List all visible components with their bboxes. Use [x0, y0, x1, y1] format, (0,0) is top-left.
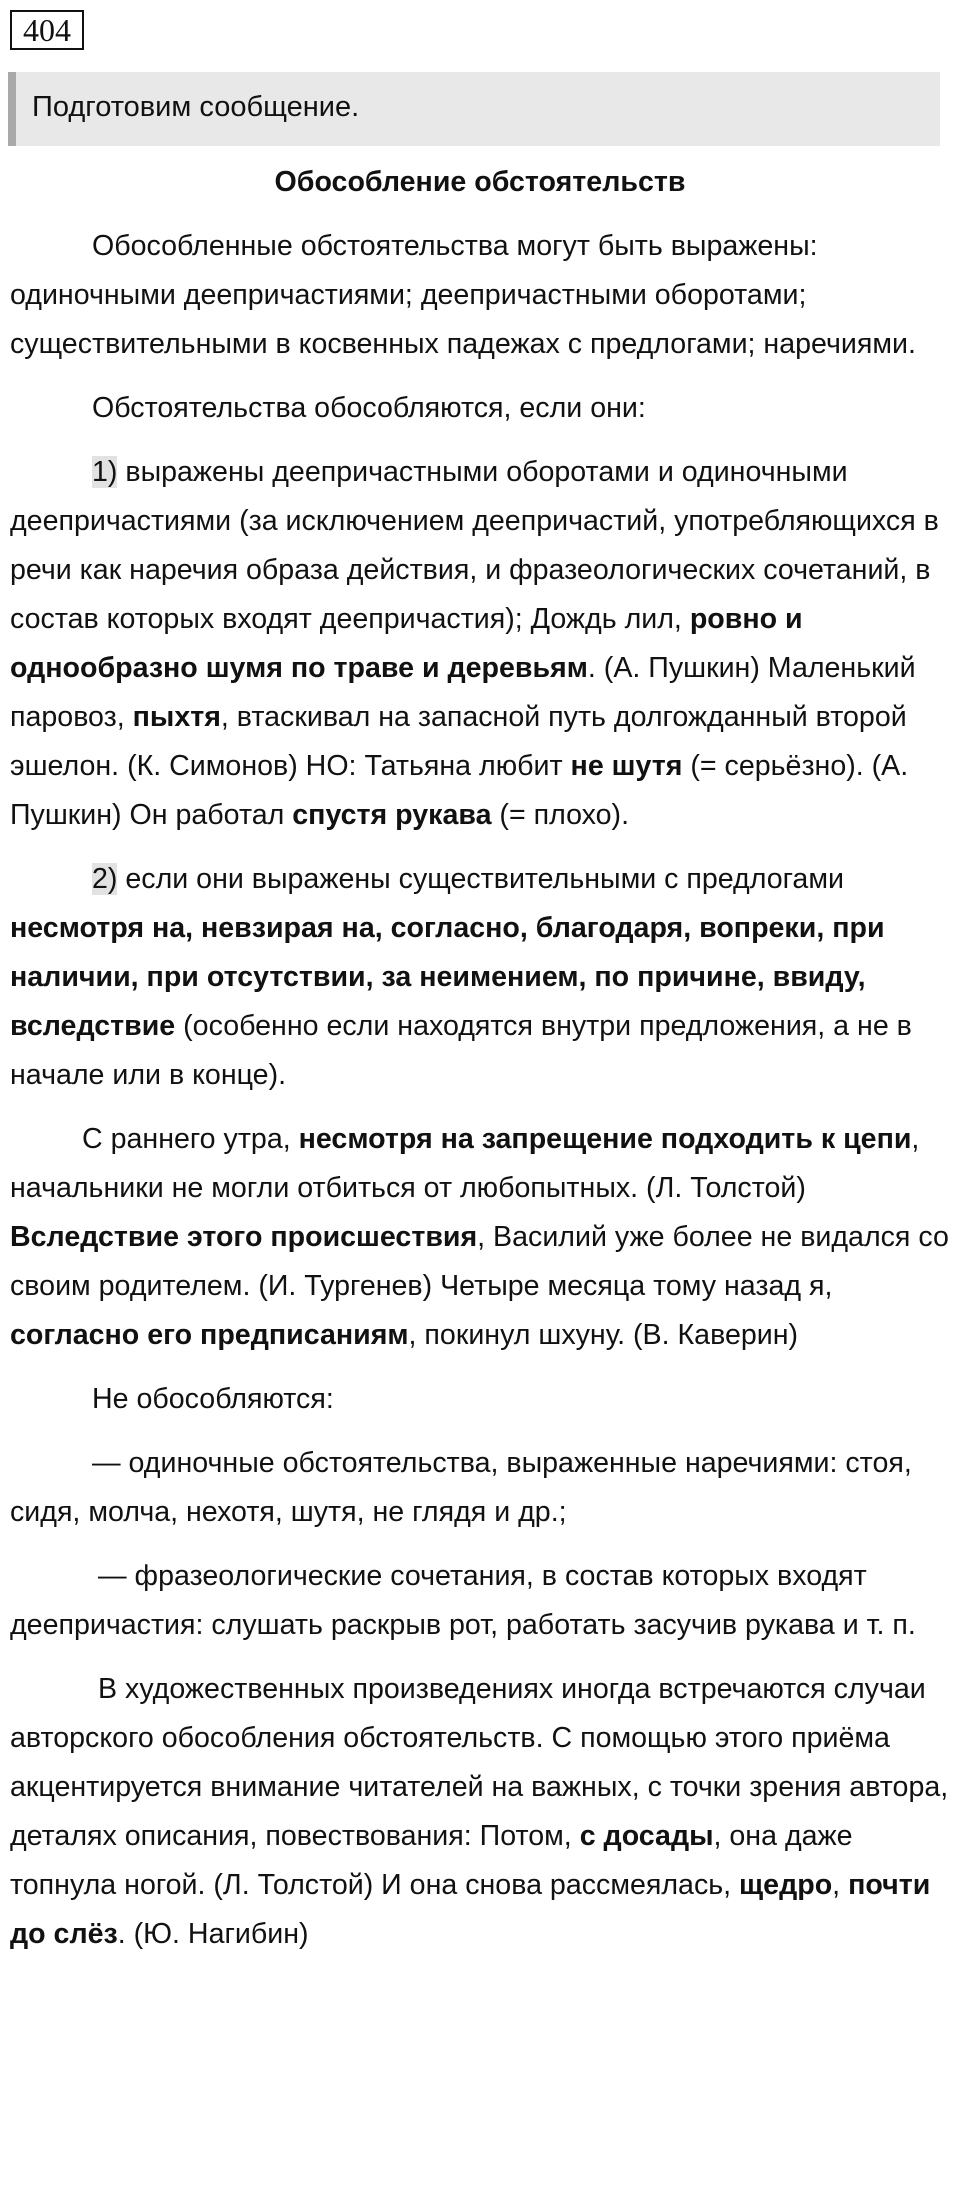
paragraph-conditions: Обстоятельства обособляются, если они:	[92, 392, 646, 424]
example-bold: не шутя	[570, 750, 683, 782]
paragraph-final: В художественных произведениях иногда встречаются случаи авторского обособления обстоятельств. С помощью этого приёма акцентируется внимание читателей на важных, с точки зрения автора, деталях описания, повествования: Потом, с досады, она даже топнула ногой. (Л. Толстой) И она снова рассмеялась, щедро, почти до слёз. (Ю. Нагибин)	[10, 1673, 949, 1950]
example-bold: щедро	[739, 1869, 833, 1901]
paragraph-intro: Обособленные обстоятельства могут быть выражены: одиночными деепричастиями; деепричастными оборотами; существительными в косвенных падежах с предлогами; наречиями.	[10, 230, 916, 360]
example-bold: Вследствие этого происшествия	[10, 1221, 478, 1253]
task-number: 404	[10, 10, 84, 50]
example-bold: пыхтя	[132, 701, 221, 733]
section-banner	[8, 72, 940, 146]
example-bold: с досады	[579, 1820, 714, 1852]
item-number: 1)	[92, 456, 118, 488]
example-bold: несмотря на запрещение подходить к цепи	[298, 1123, 912, 1155]
paragraph-examples: С раннего утра, несмотря на запрещение подходить к цепи, начальники не могли отбиться от любопытных. (Л. Толстой) Вследствие этого происшествия, Василий уже более не видался со своим родителем. (И. Тургенев) Четыре месяца тому назад я, согласно его предписаниям, покинул шхуну. (В. Каверин)	[10, 1123, 949, 1351]
list-item-1: 1) выражены деепричастными оборотами и одиночными деепричастиями (за исключением деепричастий, употребляющихся в речи как наречия образа действия, и фразеологических сочетаний, в состав которых входят деепричастия); Дождь лил, ровно и однообразно шумя по траве и деревьям. (А. Пушкин) Маленький паровоз, пыхтя, втаскивал на запасной путь долгожданный второй эшелон. (К. Симонов) НО: Татьяна любит не шутя (= серьёзно). (А. Пушкин) Он работал спустя рукава (= плохо).	[10, 456, 939, 831]
article-title: Обособление обстоятельств	[274, 166, 686, 198]
example-bold: спустя рукава	[292, 799, 492, 831]
paragraph-not-isolated: Не обособляются:	[92, 1383, 334, 1415]
item-number: 2)	[92, 863, 118, 895]
list-item-2: 2) если они выражены существительными с предлогами несмотря на, невзирая на, согласно, благодаря, вопреки, при наличии, при отсутствии, за неимением, по причине, ввиду, вследствие (особенно если находятся внутри предложения, а не в начале или в конце).	[10, 863, 912, 1091]
article-body	[10, 158, 950, 1959]
example-bold: ровно и однообразно шумя по траве и деревьям	[10, 603, 803, 684]
prepositions-bold: несмотря на, невзирая на, согласно, благодаря, вопреки, при наличии, при отсутствии, за неимением, по причине, ввиду, вследствие	[10, 912, 885, 1042]
example-bold: почти до слёз	[10, 1869, 931, 1950]
dash-item-2: — фразеологические сочетания, в состав которых входят деепричастия: слушать раскрыв рот, работать засучив рукава и т. п.	[10, 1560, 916, 1641]
dash-item-1: — одиночные обстоятельства, выраженные наречиями: стоя, сидя, молча, нехотя, шутя, не глядя и др.;	[10, 1447, 912, 1528]
banner-text: Подготовим сообщение.	[32, 91, 360, 123]
example-bold: согласно его предписаниям	[10, 1319, 409, 1351]
